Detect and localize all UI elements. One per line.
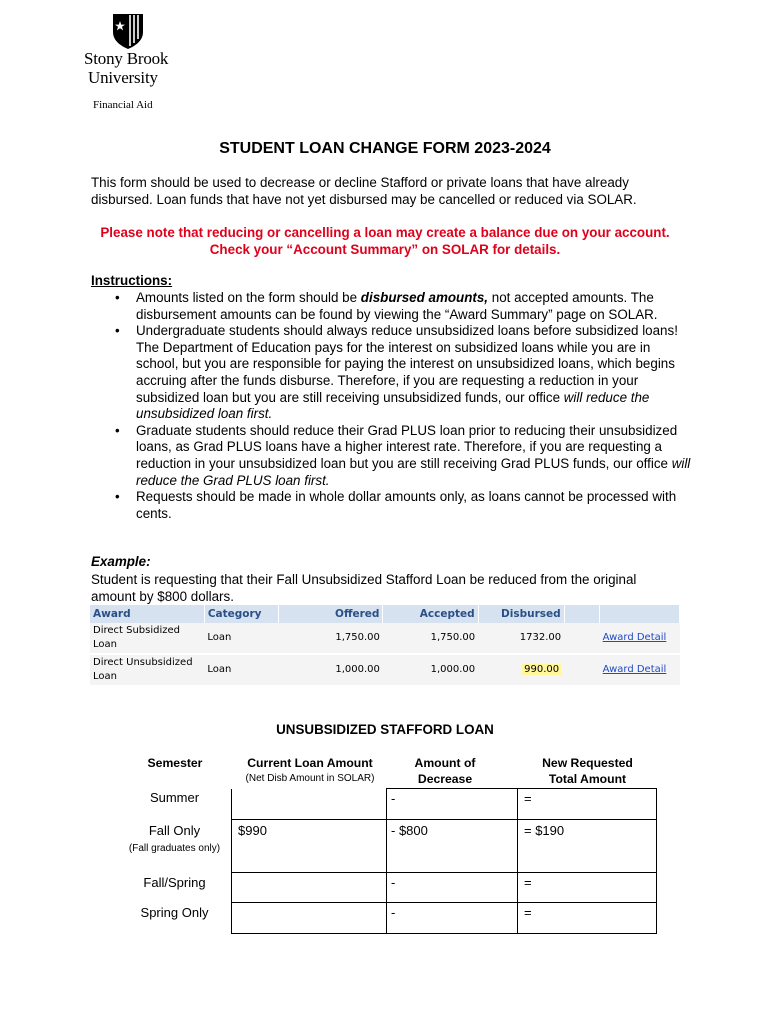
warning-line2: Check your “Account Summary” on SOLAR for details. [209,242,561,257]
semester-cell: Fall Only (Fall graduates only) [118,820,232,873]
current-amount-input[interactable]: $990 [232,820,387,873]
award-detail-link[interactable]: Award Detail [602,632,667,643]
col-decrease: Amount of Decrease [414,756,476,786]
table-row [90,654,680,686]
new-total-input[interactable]: = [518,873,657,903]
header-accepted: Accepted [383,605,478,623]
warning-line1: Please note that reducing or cancelling a loan may create a balance due on your account. [100,225,670,240]
table-row [118,873,657,903]
instructions-list [91,290,691,522]
decrease-input[interactable]: - [387,789,518,820]
decrease-input[interactable]: - [387,873,518,903]
award-accepted: 1,000.00 [383,654,478,686]
award-disbursed-highlighted: 990.00 [478,654,564,686]
semester-cell: Summer [149,789,200,805]
new-total-input[interactable]: = [518,789,657,820]
col-current-amount: Current Loan Amount (Net Disb Amount in SOLAR) [225,755,395,787]
col-new-total: New Requested Total Amount [542,756,633,786]
table-row [118,789,657,820]
department-name: Financial Aid [93,99,153,111]
logo-text-line2: University [88,68,158,87]
example-heading: Example: [91,554,151,569]
col-semester: Semester [147,756,203,770]
instructions-heading: Instructions: [91,273,173,288]
award-disbursed: 1732.00 [478,623,564,654]
award-accepted: 1,750.00 [383,623,478,654]
table-row [118,903,657,934]
award-offered: 1,750.00 [279,623,383,654]
intro-paragraph: This form should be used to decrease or decline Stafford or private loans that have already disbursed. Loan funds that have not yet disbursed may be cancelled or reduced via SOLAR. [91,175,637,207]
instruction-item: • Requests should be made in whole dollar amounts only, as loans cannot be processed with cents. [91,489,691,522]
example-text: Student is requesting that their Fall Unsubsidized Stafford Loan be reduced from the original amount by $800 dollars. [91,572,637,604]
award-detail-link[interactable]: Award Detail [602,664,667,675]
semester-note: (Fall graduates only) [128,842,221,854]
loan-change-table [118,788,657,934]
award-category: Loan [204,654,278,686]
form-title: STUDENT LOAN CHANGE FORM 2023-2024 [219,140,551,157]
university-shield-logo [111,12,145,50]
balance-warning [60,224,710,258]
table-row [90,623,680,654]
new-total-input[interactable]: = [518,903,657,934]
decrease-input[interactable]: - [387,903,518,934]
semester-cell: Fall/Spring [143,874,206,890]
logo-text-line1: Stony Brook [84,49,169,68]
header-disbursed: Disbursed [478,605,564,623]
award-category: Loan [204,623,278,654]
instruction-item: • Graduate students should reduce their Grad PLUS loan prior to reducing their unsubsidized loans, as Grad PLUS loans have a higher interest rate. Therefore, if you are requesting a reduction in your unsubsidized loan but you are still receiving Grad PLUS funds, our office will reduce the Grad PLUS loan first. [91,423,691,489]
new-total-input[interactable]: = $190 [518,820,657,873]
current-amount-input[interactable] [232,903,387,934]
award-table-header [90,605,680,623]
current-amount-input[interactable] [232,873,387,903]
instruction-item: • Undergraduate students should always reduce unsubsidized loans before subsidized loans! The Department of Education pays for the interest on subsidized loans while you are in school, but you are responsible for paying the interest on unsubsidized loans, which begins accruing after the funds disburse. Therefore, if you are requesting a reduction in your subsidized loan but you are still receiving unsubsidized funds, our office will reduce the unsubsidized loan first. [91,323,691,423]
decrease-input[interactable]: - $800 [387,820,518,873]
current-amount-input[interactable] [232,789,387,820]
award-offered: 1,000.00 [279,654,383,686]
header-award: Award [90,605,204,623]
col-current-subtitle: (Net Disb Amount in SOLAR) [245,773,375,784]
table-row [118,820,657,873]
award-name: Direct Subsidized Loan [90,623,204,654]
loan-section-title: UNSUBSIDIZED STAFFORD LOAN [276,722,494,737]
header-category: Category [204,605,278,623]
header-offered: Offered [279,605,383,623]
award-name: Direct Unsubsidized Loan [90,654,204,686]
award-summary-table [90,605,680,687]
semester-cell: Spring Only [140,904,209,920]
instruction-item: • Amounts listed on the form should be disbursed amounts, not accepted amounts. The disbursement amounts can be found by viewing the “Award Summary” page on SOLAR. [91,290,691,323]
